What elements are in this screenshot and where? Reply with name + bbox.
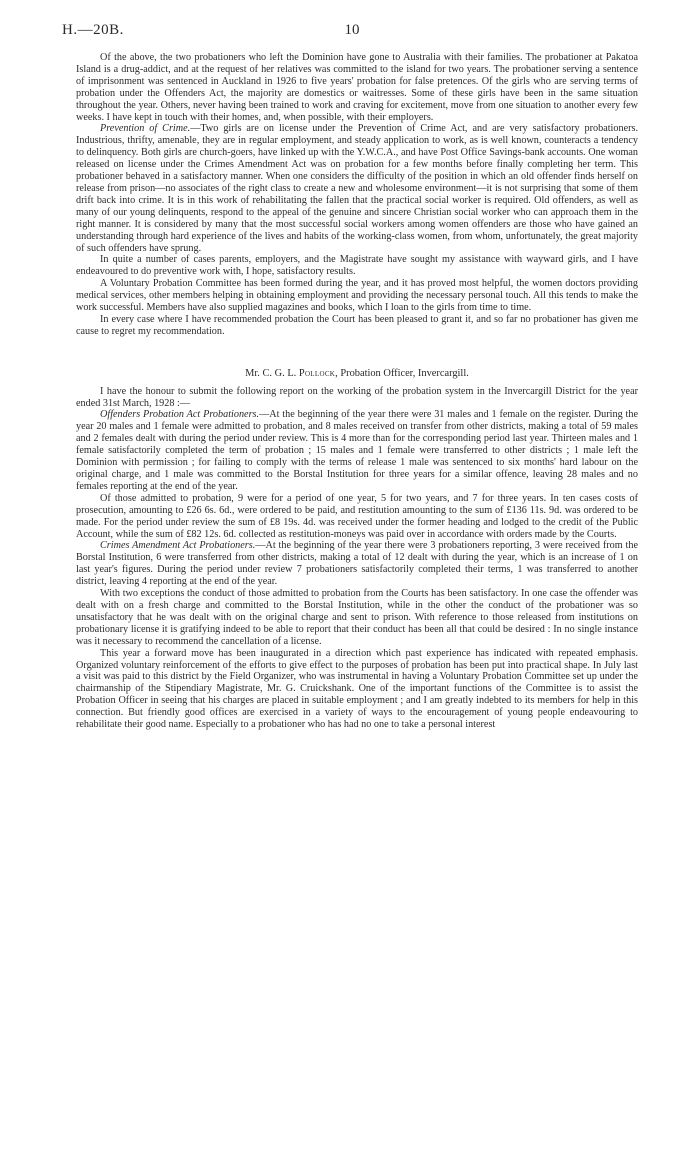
paragraph: A Voluntary Probation Committee has been formed during the year, and it has proved most helpful, the women doctors providing medical services, other members helping in obtaining employment and providing the necessary personal touch. All this tends to make the work successful. Members have also supplied magazines and books, which I loan to the girls from time to time. [76, 278, 638, 314]
paragraph-subhead: Crimes Amendment Act Probationers. [100, 540, 256, 552]
paragraph [76, 123, 638, 254]
heading-name: Pollock [298, 367, 336, 379]
page-header [62, 22, 642, 42]
paragraph-text: —At the beginning of the year there were 3 probationers reporting, 3 were received from the Borstal Institution, 6 were transferred from other districts, making a total of 12 dealt with during the year, which is an increase of 1 on last year's figures. During the period under review 7 probationers satisfactorily completed their terms, 1 was transferred to another district, leaving 4 reporting at the end of the year. [76, 540, 638, 588]
page-number: 10 [344, 22, 360, 38]
paragraph: I have the honour to submit the following report on the working of the probation system in the Invercargill District for the year ended 31st March, 1928 :— [76, 385, 638, 409]
paragraph-text: —At the beginning of the year there were 31 males and 1 female on the register. During the year 20 males and 1 female were admitted to probation, and 8 males received on transfer from other districts, making a total of 59 males and 2 females dealt with during the period under review. This is 4 more than for the corresponding period last year. Thirteen males and 1 female satisfactorily completed the term of probation ; 15 males and 1 female were transferred to other districts ; 1 male left the Dominion with permission ; for failing to comply with the terms of release 1 male was sentenced to six months' hard labour on the original charge, and 1 male was committed to the Borstal Institution for three years for a similar offence, leaving 28 males and no females reporting at the end of the year. [76, 409, 638, 492]
heading-suffix: , Probation Officer, Invercargill. [335, 367, 469, 379]
paragraph-subhead: Prevention of Crime. [100, 123, 191, 135]
paragraph [76, 540, 638, 588]
paragraph: Of those admitted to probation, 9 were for a period of one year, 5 for two years, and 7 for three years. In ten cases costs of prosecution, amounting to £26 6s. 6d., were ordered to be paid, and restitution amounting to the sum of £136 11s. 9d. was ordered to be made. For the period under review the sum of £8 19s. 4d. was received under the former heading and lodged to the credit of the Public Account, while the sum of £82 12s. 6d. collected as restitution-moneys was paid over in accordance with orders made by the Courts. [76, 492, 638, 540]
heading-prefix: Mr. C. G. L. [245, 367, 297, 379]
paragraph: Of the above, the two probationers who left the Dominion have gone to Australia with their families. The probationer at Pakatoa Island is a drug-addict, and at the request of her relatives was committed to the island for two years. The probationer serving a sentence of imprisonment was sentenced in Auckland in 1926 to five years' probation for false pretences. Of the girls who are serving terms of probation under the Offenders Act, the majority are domestics or waitresses. Some of these girls have been in the same situation throughout the year. Others, never having been trained to work and craving for excitement, move from one situation to another every few weeks. I have kept in touch with their homes, and, when possible, with their employers. [76, 52, 638, 123]
section-heading [76, 368, 638, 380]
report-reference: H.—20B. [62, 22, 124, 38]
paragraph: In every case where I have recommended probation the Court has been pleased to grant it, and so far no probationer has given me cause to regret my recommendation. [76, 313, 638, 337]
document-body [76, 52, 638, 731]
paragraph: This year a forward move has been inaugurated in a direction which past experience has indicated with repeated emphasis. Organized voluntary reinforcement of the efforts to give effect to the purposes of probation has been put into practical shape. In July last a visit was paid to this district by the Field Organizer, who was instrumental in having a Voluntary Probation Committee set up under the chairmanship of the Stipendiary Magistrate, Mr. G. Cruickshank. One of the important functions of the Committee is to assist the Probation Officer in seeing that his charges are placed in suitable employment ; and I am greatly indebted to its members for help in this connection. But friendly good offices are exercised in a variety of ways to the encouragement of young people endeavouring to rehabilitate their good name. Especially to a probationer who has had no one to take a personal interest [76, 647, 638, 731]
paragraph-subhead: Offenders Probation Act Probationers. [100, 409, 260, 421]
paragraph: With two exceptions the conduct of those admitted to probation from the Courts has been satisfactory. In one case the offender was dealt with on a fresh charge and committed to the Borstal Institution, while in the other the conduct of the probationer was so unsatisfactory that he was dealt with on the original charge and sent to prison. With reference to those released from institutions on probationary license it is gratifying indeed to be able to report that their conduct has been all that could be desired : In no single instance was it necessary to recommend the cancellation of a license. [76, 588, 638, 647]
paragraph [76, 409, 638, 492]
paragraph: In quite a number of cases parents, employers, and the Magistrate have sought my assistance with wayward girls, and I have endeavoured to do preventive work with, I hope, satisfactory results. [76, 254, 638, 278]
paragraph-text: —Two girls are on license under the Prevention of Crime Act, and are very satisfactory probationers. Industrious, thrifty, amenable, they are in regular employment, and steady application to work, as is well known, counteracts a tendency to delinquency. Both girls are church-goers, have linked up with the Y.W.C.A., and have Post Office Savings-bank accounts. One woman released on license under the Crimes Amendment Act was on probation for a few months before finally completing her term. This probationer behaved in a satisfactory manner. When one considers the difficulty of the position in which an old offender finds herself on release from prison—no associates of the right class to create a new and wholesome environment—it is not surprising that some of them drift back into crime. It is in this work of rehabilitating the fallen that the practical social worker is required. Old offenders, as well as many of our young delinquents, respond to the appeal of the genuine and sincere Christian social worker who can approach them in the right manner. It is considered by many that the most successful social workers among women offenders are those who have gained an understanding through hard experience of the lives and habits of the working-class women, from whom, unfortunately, the great majority of such offenders have sprung. [76, 123, 638, 254]
